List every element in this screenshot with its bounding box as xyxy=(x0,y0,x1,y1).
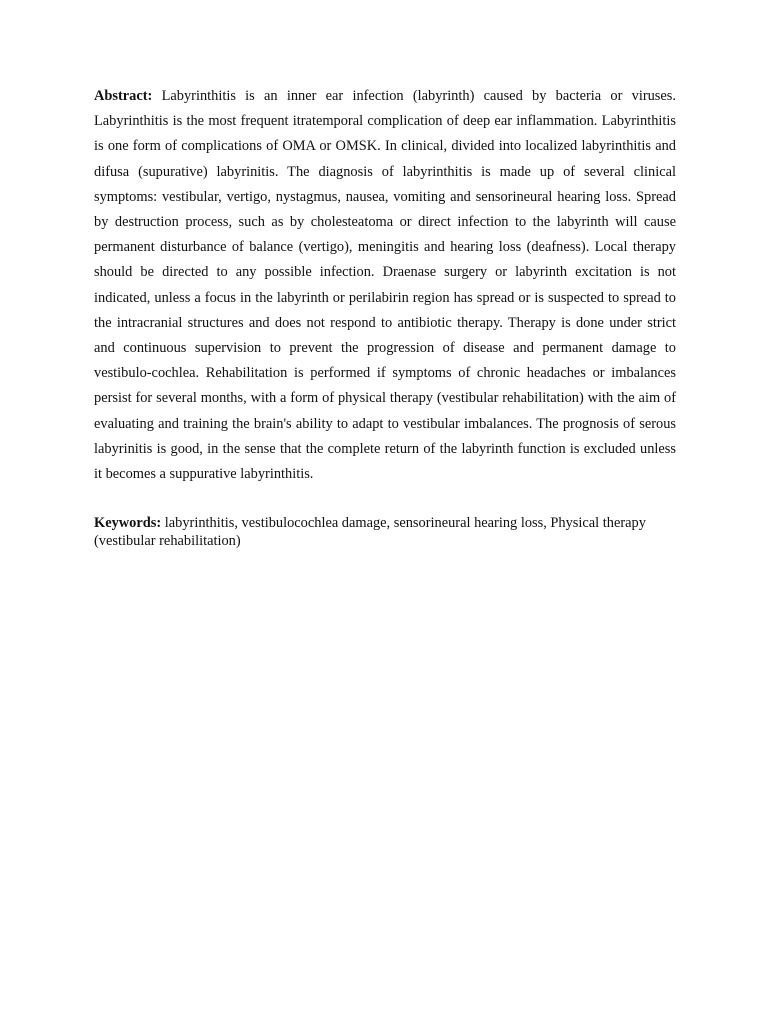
abstract-text: Labyrinthitis is an inner ear infection (labyrinth) caused by bacteria or viruses. Labyrinthitis is the most frequent itratemporal complication of deep ear inflammation. Labyrinthitis is one form of complications of OMA or OMSK. In clinical, divided into localized labyrinthitis and difusa (supurative) labyrinitis. The diagnosis of labyrinthitis is made up of several clinical symptoms: vestibular, vertigo, nystagmus, nausea, vomiting and sensorineural hearing loss. Spread by destruction process, such as by cholesteatoma or direct infection to the labyrinth will cause permanent disturbance of balance (vertigo), meningitis and hearing loss (deafness). Local therapy should be directed to any possible infection. Draenase surgery or labyrinth excitation is not indicated, unless a focus in the labyrinth or perilabirin region has spread or is suspected to spread to the intracranial structures and does not respond to antibiotic therapy. Therapy is done under strict and continuous supervision to prevent the progression of disease and permanent damage to vestibulo-cochlea. Rehabilitation is performed if symptoms of chronic headaches or imbalances persist for several months, with a form of physical therapy (vestibular rehabilitation) with the aim of evaluating and training the brain's ability to adapt to vestibular imbalances. The prognosis of serous labyrinitis is good, in the sense that the complete return of the labyrinth function is excluded unless it becomes a suppurative labyrinthitis. xyxy=(94,88,676,483)
keywords-text: labyrinthitis, vestibulocochlea damage, sensorineural hearing loss, Physical therapy (vestibular rehabilitation) xyxy=(94,515,646,549)
abstract-label: Abstract: xyxy=(94,88,153,104)
keywords-paragraph xyxy=(94,514,676,550)
keywords-label: Keywords: xyxy=(94,515,162,531)
abstract-paragraph xyxy=(94,84,676,487)
